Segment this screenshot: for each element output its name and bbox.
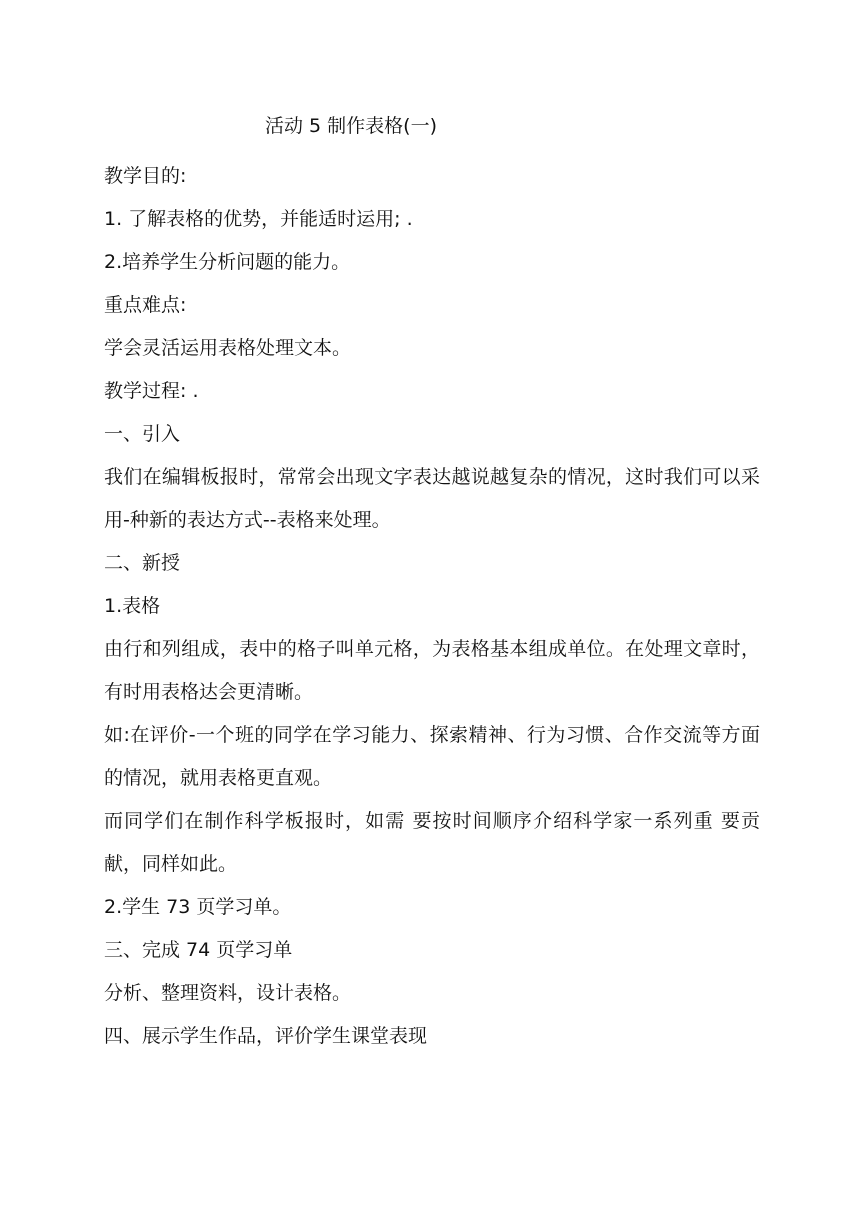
subheading-table: 1.表格 — [104, 595, 161, 617]
paragraph-table-definition: 由行和列组成，表中的格子叫单元格，为表格基本组成单位。在处理文章时，有时用表格达会更清晰。 — [104, 638, 760, 703]
paragraph-worksheet-73: 2.学生 73 页学习单。 — [104, 896, 292, 918]
section-heading-new-lesson: 二、新授 — [104, 552, 181, 574]
section-heading-complete-worksheet: 三、完成 74 页学习单 — [104, 939, 293, 961]
paragraph-example-science-board: 而同学们在制作科学板报时，如需 要按时间顺序介绍科学家一系列重 要贡献，同样如此。 — [104, 810, 760, 875]
paragraph-example-evaluation: 如:在评价-一个班的同学在学习能力、探索精神、行为习惯、合作交流等方面的情况，就用表格更直观。 — [104, 724, 760, 789]
paragraph-teaching-goal-heading: 教学目的: — [104, 165, 187, 187]
paragraph-goal-1: 1. 了解表格的优势，并能适时运用; . — [104, 208, 413, 230]
paragraph-key-points-heading: 重点难点: — [104, 294, 187, 316]
section-heading-showcase: 四、展示学生作品，评价学生课堂表现 — [104, 1025, 428, 1047]
paragraph-key-points: 学会灵活运用表格处理文本。 — [104, 337, 352, 359]
document-title: 活动 5 制作表格(一) — [265, 115, 437, 137]
section-heading-intro: 一、引入 — [104, 423, 181, 445]
document-body — [104, 155, 760, 1058]
paragraph-design-table: 分析、整理资料，设计表格。 — [104, 982, 352, 1004]
paragraph-intro: 我们在编辑板报时，常常会出现文字表达越说越复杂的情况，这时我们可以采用-种新的表达方式--表格来处理。 — [104, 466, 760, 531]
paragraph-process-heading: 教学过程: . — [104, 380, 199, 402]
paragraph-goal-2: 2.培养学生分析问题的能力。 — [104, 251, 351, 273]
